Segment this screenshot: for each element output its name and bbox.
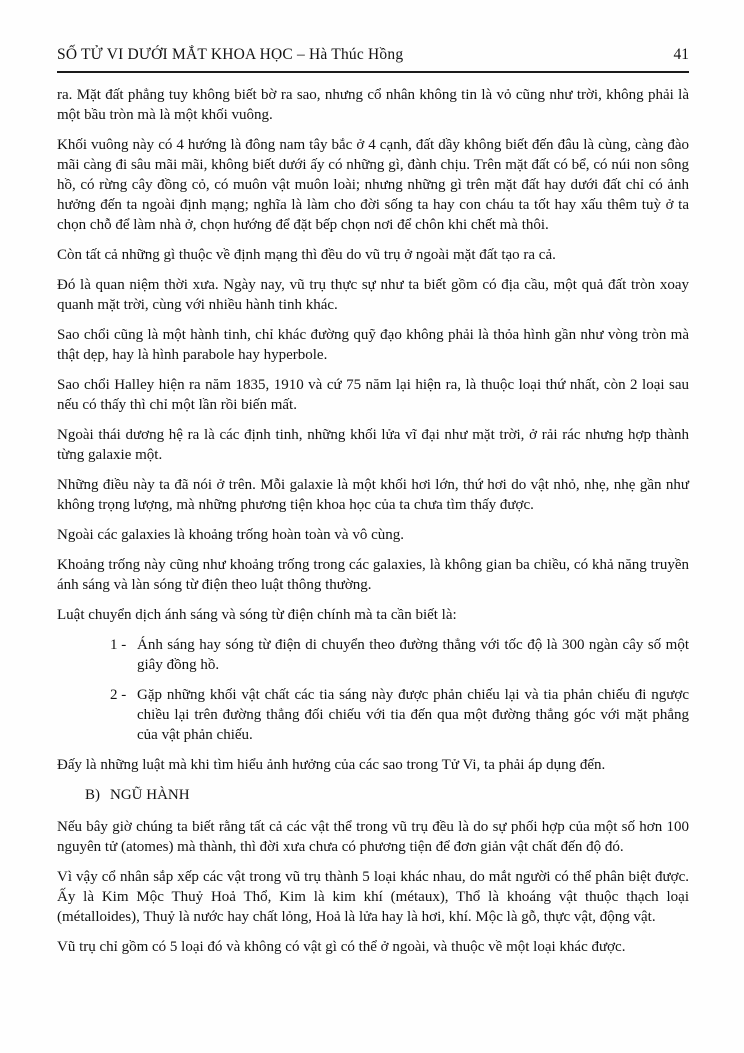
paragraph: Sao chổi Halley hiện ra năm 1835, 1910 và cứ 75 năm lại hiện ra, là thuộc loại thứ nhất, còn 2 loại sau nếu có thấy thì chỉ một lần rồi biến mất.	[57, 377, 689, 413]
paragraph: Khối vuông này có 4 hướng là đông nam tây bắc ở 4 cạnh, đất dầy không biết đến đâu là cùng, càng đào mãi càng đi sâu mãi mãi, không biết dưới ấy có những gì, đành chịu. Trên mặt đất có bể, có núi non sông hồ, có rừng cây đồng cỏ, có muôn vật muôn loài; nhưng những gì trên mặt đất hay dưới đất chỉ có ảnh hưởng đến ta ngoài định mạng; nghĩa là làm cho đời sống ta hay con cháu ta tốt hay xấu thêm tuỳ ở ta chọn chỗ để làm nhà ở, chọn hướng để đặt bếp chọn nơi để chôn khi chết mà thôi.	[57, 137, 689, 233]
paragraph: Ngoài thái dương hệ ra là các định tinh, những khối lửa vĩ đại như mặt trời, ở rải rác nhưng hợp thành từng galaxie một.	[57, 427, 689, 463]
running-header	[57, 46, 689, 73]
paragraph: Đấy là những luật mà khi tìm hiểu ảnh hưởng của các sao trong Tử Vi, ta phải áp dụng đến.	[57, 757, 606, 773]
section-heading-label: B)	[85, 787, 100, 803]
book-title: SỐ TỬ VI DƯỚI MẮT KHOA HỌC – Hà Thúc Hồng	[57, 46, 404, 63]
paragraph: Những điều này ta đã nói ở trên. Mỗi galaxie là một khối hơi lớn, thứ hơi do vật nhỏ, nhẹ, nhẹ gần như không trọng lượng, mà những phương tiện khoa học của ta chưa tìm thấy được.	[57, 477, 689, 513]
paragraph: Luật chuyển dịch ánh sáng và sóng từ điện chính mà ta cần biết là:	[57, 607, 457, 623]
paragraph: Đó là quan niệm thời xưa. Ngày nay, vũ trụ thực sự như ta biết gồm có địa cầu, một quả đất tròn xoay quanh mặt trời, cùng với nhiều hành tinh khác.	[57, 277, 689, 313]
section-heading-title: NGŨ HÀNH	[110, 787, 190, 803]
page-body	[57, 85, 689, 957]
paragraph: ra. Mặt đất phẳng tuy không biết bờ ra sao, nhưng cổ nhân không tin là vỏ cũng như trời, không phải là một bầu tròn mà là một khối vuông.	[57, 87, 689, 123]
paragraph: Còn tất cả những gì thuộc về định mạng thì đều do vũ trụ ở ngoài mặt đất tạo ra cả.	[57, 247, 556, 263]
paragraph: Vì vậy cổ nhân sắp xếp các vật trong vũ trụ thành 5 loại khác nhau, do mắt người có thể phân biệt được. Ấy là Kim Mộc Thuỷ Hoả Thổ, Kim là kim khí (métaux), Thổ là khoáng vật thuộc thạch loại (métalloides), Thuỷ là nước hay chất lỏng, Hoả là lửa hay là hơi, khí. Mộc là gỗ, thực vật, động vật.	[57, 869, 689, 925]
list-item-marker: 2 -	[110, 687, 127, 703]
list-item-marker: 1 -	[110, 637, 127, 653]
paragraph: Vũ trụ chỉ gồm có 5 loại đó và không có vật gì có thể ở ngoài, và thuộc về một loại khác được.	[57, 939, 626, 955]
list-item	[110, 635, 689, 675]
section-heading	[85, 785, 689, 805]
list-item	[110, 685, 689, 745]
list-item-text: Ánh sáng hay sóng từ điện di chuyển theo đường thẳng với tốc độ là 300 ngàn cây số một giây đồng hồ.	[137, 637, 689, 673]
page-number: 41	[673, 46, 689, 63]
numbered-list	[110, 635, 689, 745]
paragraph: Sao chổi cũng là một hành tinh, chỉ khác đường quỹ đạo không phải là thỏa hình gần như vòng tròn mà thật dẹp, hay là hình parabole hay hyperbole.	[57, 327, 689, 363]
paragraph: Ngoài các galaxies là khoảng trống hoàn toàn và vô cùng.	[57, 527, 404, 543]
list-item-text: Gặp những khối vật chất các tia sáng này được phản chiếu lại và tia phản chiếu đi ngược chiều lại trên đường thẳng đối chiếu với tia đến qua một đường thẳng góc với mặt phẳng của vật phản chiếu.	[137, 687, 689, 743]
paragraph: Nếu bây giờ chúng ta biết rằng tất cả các vật thể trong vũ trụ đều là do sự phối hợp của một số hơn 100 nguyên tử (atomes) mà thành, thì đời xưa chưa có phương tiện để đơn giản vật chất đến độ đó.	[57, 819, 689, 855]
paragraph: Khoảng trống này cũng như khoảng trống trong các galaxies, là không gian ba chiều, có khả năng truyền ánh sáng và làn sóng từ điện theo luật thông thường.	[57, 557, 689, 593]
